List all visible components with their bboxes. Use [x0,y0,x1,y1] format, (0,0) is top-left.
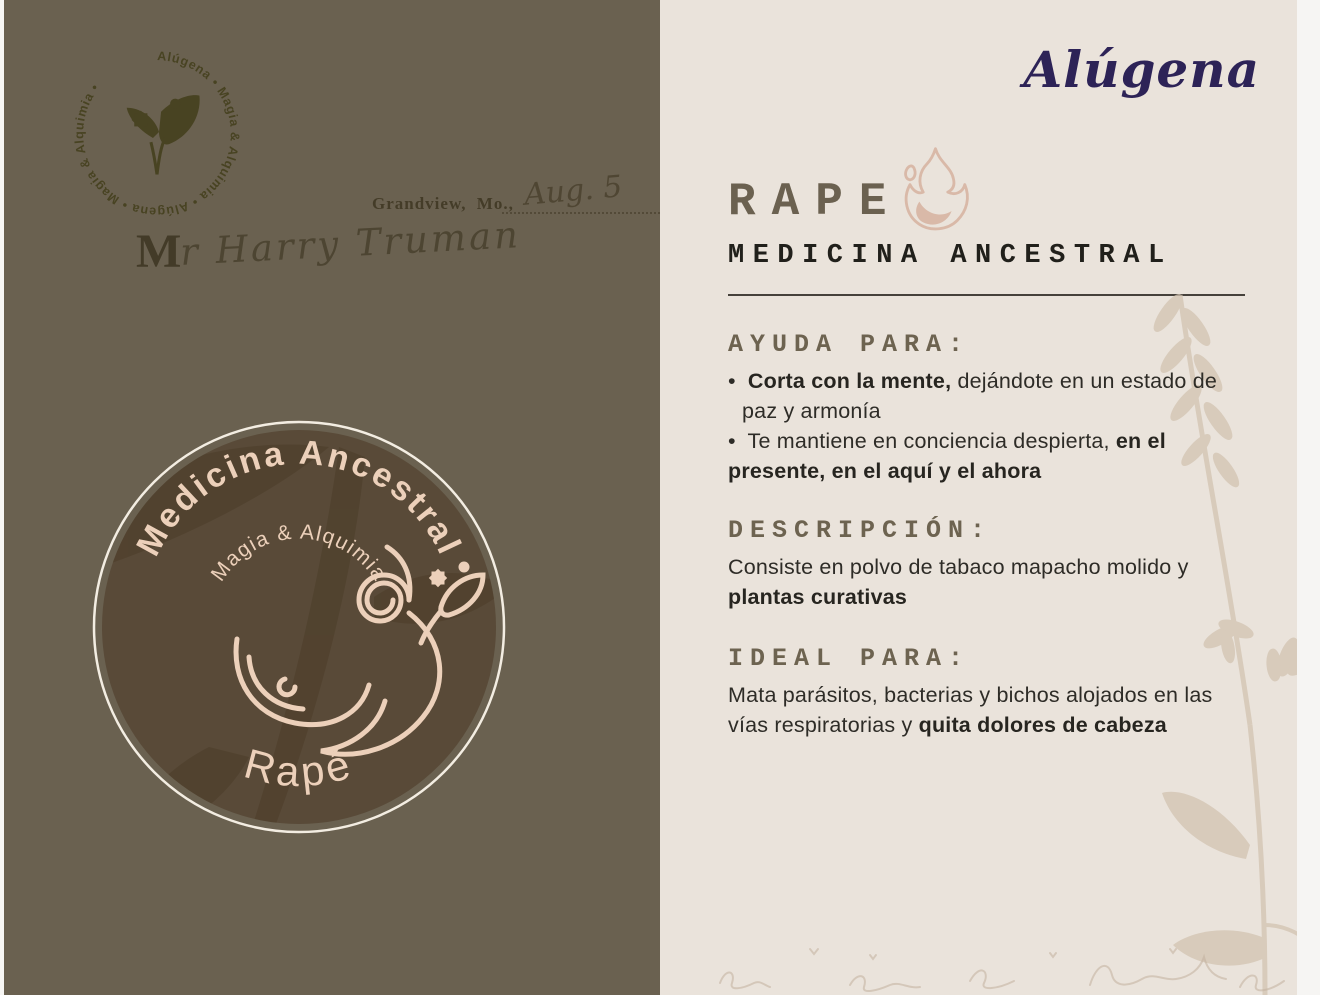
alugena-stamp-icon [61,38,253,230]
descripcion-line-2 [728,582,1258,612]
product-title: RAPE [728,176,903,228]
ayuda-bullet-1-line-2: paz y armonía [742,399,881,423]
ayuda-bullet-1 [728,366,1258,396]
letter-handwritten-name: r Harry Truman [179,213,522,274]
ayuda-bullet-2 [728,426,1258,456]
product-badge [89,417,509,837]
badge-arc-inner-text: Magia & Alquimia [206,520,392,586]
ayuda-b2-bold-line: presente, en el aquí y el ahora [728,459,1042,483]
info-sections [728,330,1258,740]
descripcion-line-1: Consiste en polvo de tabaco mapacho molido y [728,555,1189,579]
ideal-line-2 [728,710,1258,740]
star-icon [429,569,447,587]
badge-arc-top-text: Medicina Ancestral [129,433,470,563]
ayuda-bullet-2-line-2 [728,456,1258,486]
ideal-line2-bold: quita dolores de cabeza [918,713,1167,737]
right-panel [660,0,1297,995]
descripcion-bold: plantas curativas [728,585,908,609]
ayuda-heading: AYUDA PARA: [728,330,971,359]
descripcion-heading: DESCRIPCIÓN: [728,516,993,545]
ayuda-b2-start: Te mantiene en conciencia despierta, [747,429,1110,453]
stamp-ring-text: Alúgena • Magia & Alquimia • Alúgena • Magia & Alquimia • [72,49,242,219]
letter-place-line: Grandview, Mo., [372,194,514,213]
badge-arc-bottom-text: Rapé [239,739,359,796]
ayuda-b1-rest: dejándote en un estado de [957,369,1218,393]
ideal-line2-start: vías respiratorias y [728,713,913,737]
left-panel [4,0,660,995]
ayuda-b1-bold: Corta con la mente, [747,369,952,393]
bullet-glyph: • [728,429,736,453]
flame-icon [893,140,978,250]
letter-initial: M [136,225,182,278]
stamp-emblem-icon [127,95,200,174]
svg-text:Alúgena • Magia & Alquimia • A [72,49,242,219]
ideal-line-1: Mata parásitos, bacterias y bichos alojados en las [728,683,1213,707]
bullet-glyph: • [728,369,736,393]
brand-logo: Alúgena [1023,40,1260,99]
ayuda-b2-bold: en el [1115,429,1166,453]
faint-handwriting [700,935,1297,995]
product-subtitle: MEDICINA ANCESTRAL [728,241,1173,271]
letter-handwritten-date: Aug. 5 [522,169,624,213]
right-edge-strip [1297,0,1320,995]
ideal-heading: IDEAL PARA: [728,644,971,673]
